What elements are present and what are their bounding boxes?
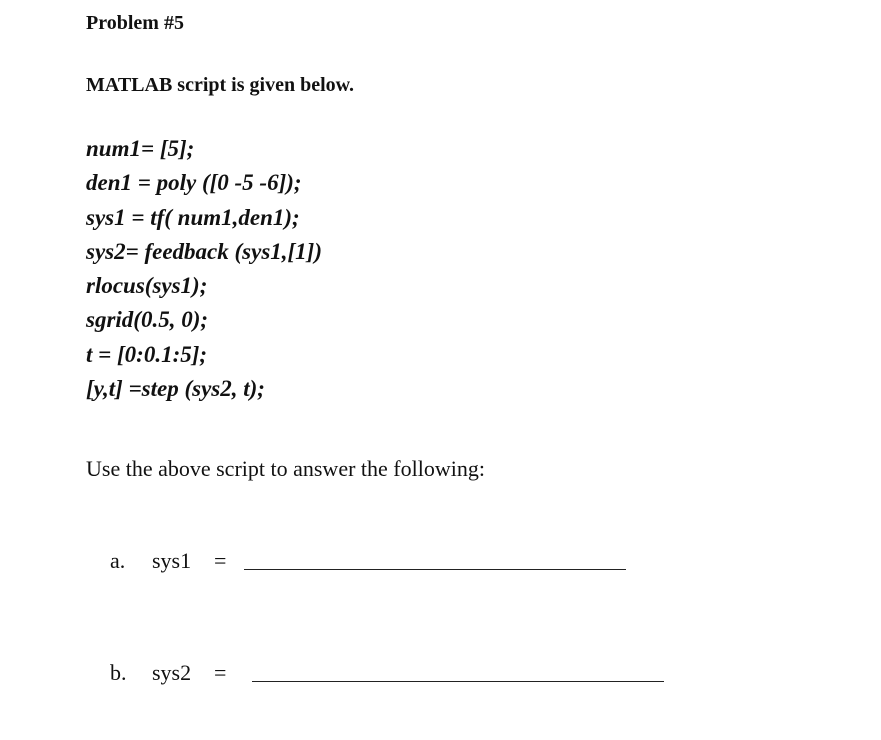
matlab-script	[86, 132, 322, 406]
question-b	[110, 660, 664, 686]
code-line: [y,t] =step (sys2, t);	[86, 376, 265, 402]
code-line: rlocus(sys1);	[86, 273, 208, 299]
code-line: t = [0:0.1:5];	[86, 341, 208, 367]
problem-intro: MATLAB script is given below.	[86, 74, 354, 96]
question-label: b.	[110, 660, 127, 685]
code-line: num1= [5];	[86, 136, 195, 161]
question-variable: sys2	[152, 660, 192, 685]
question-a	[110, 548, 626, 574]
code-line: sys1 = tf( num1,den1);	[86, 204, 300, 230]
equals-sign: =	[214, 548, 227, 573]
code-line: den1 = poly ([0 -5 -6]);	[86, 170, 302, 196]
equals-sign: =	[214, 660, 227, 685]
problem-title: Problem #5	[86, 12, 184, 34]
instruction-text: Use the above script to answer the following:	[86, 456, 485, 481]
question-variable: sys1	[152, 548, 192, 573]
question-label: a.	[110, 548, 126, 573]
code-line: sgrid(0.5, 0);	[86, 307, 209, 333]
answer-blank-a	[244, 549, 626, 570]
code-line: sys2= feedback (sys1,[1])	[86, 238, 322, 264]
answer-blank-b	[252, 661, 664, 682]
